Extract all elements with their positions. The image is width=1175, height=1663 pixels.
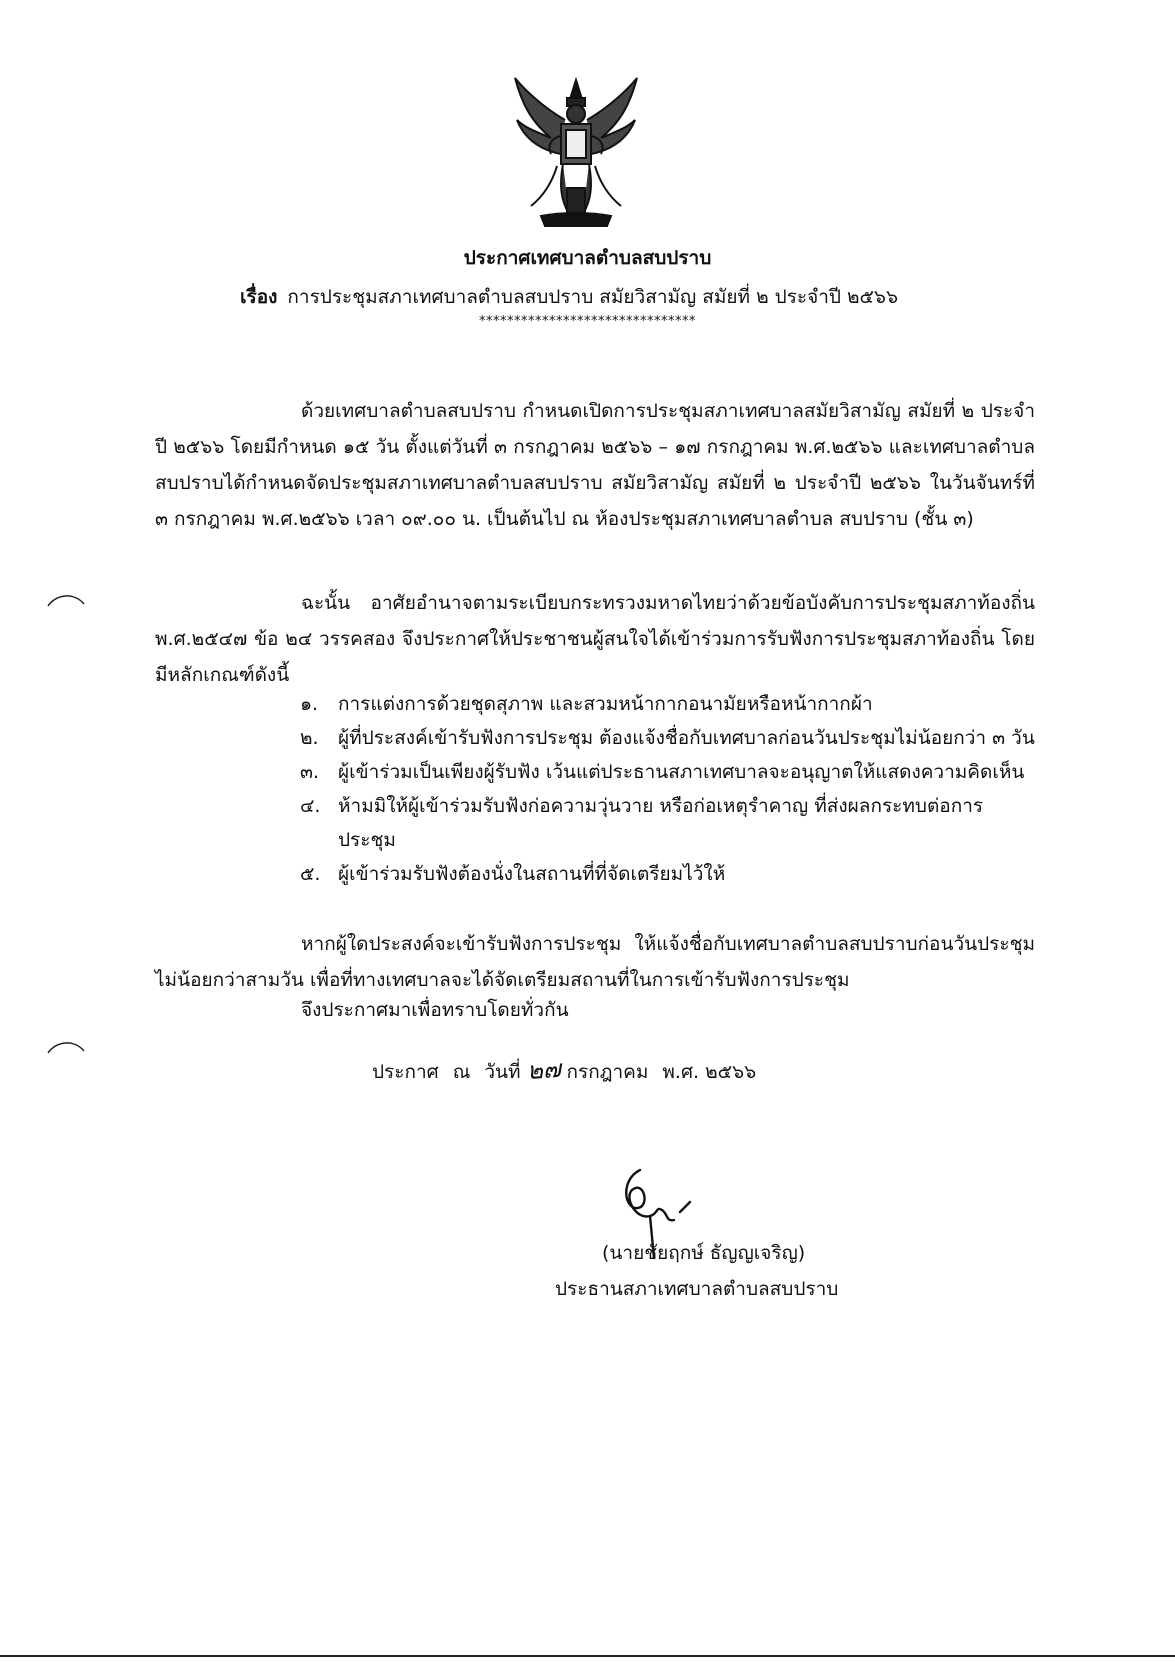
signer-name: (นายชัยฤกษ์ ธัญญเจริญ) bbox=[602, 1242, 806, 1264]
rule-text: ผู้เข้าร่วมเป็นเพียงผู้รับฟัง เว้นแต่ประธานสภาเทศบาลจะอนุญาตให้แสดงความคิดเห็น bbox=[338, 761, 1025, 783]
announcement-title: ประกาศเทศบาลตำบลสบปราบ bbox=[463, 247, 712, 269]
list-item bbox=[300, 687, 1040, 721]
list-item bbox=[300, 789, 1040, 857]
date-day-label: วันที่ bbox=[484, 1061, 521, 1083]
date-prefix: ประกาศ bbox=[372, 1061, 439, 1083]
date-month: กรกฎาคม bbox=[566, 1061, 649, 1083]
announcement-date bbox=[372, 1050, 756, 1089]
rule-text: การแต่งการด้วยชุดสุภาพ และสวมหน้ากากอนามัยหรือหน้ากากผ้า bbox=[338, 693, 873, 715]
subject-text: การประชุมสภาเทศบาลตำบลสบปราบ สมัยวิสามัญ สมัยที่ ๒ ประจำปี ๒๕๖๖ bbox=[287, 286, 899, 308]
paragraph-intro: ด้วยเทศบาลตำบลสบปราบ กำหนดเปิดการประชุมสภาเทศบาลสมัยวิสามัญ สมัยที่ ๒ ประจำปี ๒๕๖๖ โดยมีกำหนด ๑๕ วัน ตั้งแต่วันที่ ๓ กรกฎาคม ๒๕๖๖ – ๑๗ กรกฎาคม พ.ศ.๒๕๖๖ และเทศบาลตำบลสบปราบได้กำหนดจัดประชุมสภาเทศบาลตำบลสบปราบ สมัยวิสามัญ สมัยที่ ๒ ประจำปี ๒๕๖๖ ในวันจันทร์ที่ ๓ กรกฎาคม พ.ศ.๒๕๖๖ เวลา ๐๙.๐๐ น. เป็นต้นไป ณ ห้องประชุมสภาเทศบาลตำบล สบปราบ (ชั้น ๓) bbox=[155, 400, 1036, 530]
garuda-emblem-icon bbox=[511, 76, 641, 228]
rule-text: ผู้เข้าร่วมรับฟังต้องนั่งในสถานที่ที่จัดเตรียมไว้ให้ bbox=[338, 863, 726, 885]
margin-mark-icon bbox=[46, 590, 86, 610]
separator-stars: ******************************* bbox=[479, 314, 696, 329]
rule-number: ๔. bbox=[300, 795, 321, 817]
date-year: ๒๕๖๖ bbox=[705, 1061, 757, 1083]
date-day-handwritten: ๒๗ bbox=[525, 1054, 562, 1086]
paragraph-authority: ฉะนั้น อาศัยอำนาจตามระเบียบกระทรวงมหาดไทยว่าด้วยข้อบังคับการประชุมสภาท้องถิ่น พ.ศ.๒๕๔๗ ข้อ ๒๔ วรรคสอง จึงประกาศให้ประชาชนผู้สนใจได้เข้าร่วมการรับฟังการประชุมสภาท้องถิ่น โดยมีหลักเกณฑ์ดังนี้ bbox=[155, 592, 1035, 686]
rule-number: ๑. bbox=[300, 693, 319, 715]
scan-edge-line bbox=[0, 1655, 1175, 1657]
subject-label: เรื่อง bbox=[240, 286, 278, 308]
rules-list bbox=[300, 687, 1040, 891]
signer-position: ประธานสภาเทศบาลตำบลสบปราบ bbox=[555, 1278, 839, 1300]
closing-statement: จึงประกาศมาเพื่อทราบโดยทั่วกัน bbox=[301, 999, 569, 1021]
paragraph-registration: หากผู้ใดประสงค์จะเข้ารับฟังการประชุม ให้แจ้งชื่อกับเทศบาลตำบลสบปราบก่อนวันประชุมไม่น้อยกว่าสามวัน เพื่อที่ทางเทศบาลจะได้จัดเตรียมสถานที่ในการเข้ารับฟังการประชุม bbox=[155, 933, 1035, 991]
list-item bbox=[300, 755, 1040, 789]
rule-text: ห้ามมิให้ผู้เข้าร่วมรับฟังก่อความวุ่นวาย หรือก่อเหตุรำคาญ ที่ส่งผลกระทบต่อการประชุม bbox=[338, 795, 984, 851]
rule-number: ๕. bbox=[300, 863, 321, 885]
rule-number: ๓. bbox=[300, 761, 320, 783]
list-item bbox=[300, 857, 1040, 891]
list-item bbox=[300, 721, 1040, 755]
rule-text: ผู้ที่ประสงค์เข้ารับฟังการประชุม ต้องแจ้งชื่อกับเทศบาลก่อนวันประชุมไม่น้อยกว่า ๓ วัน bbox=[338, 727, 1035, 749]
date-at: ณ bbox=[452, 1061, 471, 1083]
date-era: พ.ศ. bbox=[662, 1061, 700, 1083]
subject-line bbox=[240, 282, 1000, 312]
margin-mark-icon bbox=[46, 1037, 86, 1057]
rule-number: ๒. bbox=[300, 727, 319, 749]
